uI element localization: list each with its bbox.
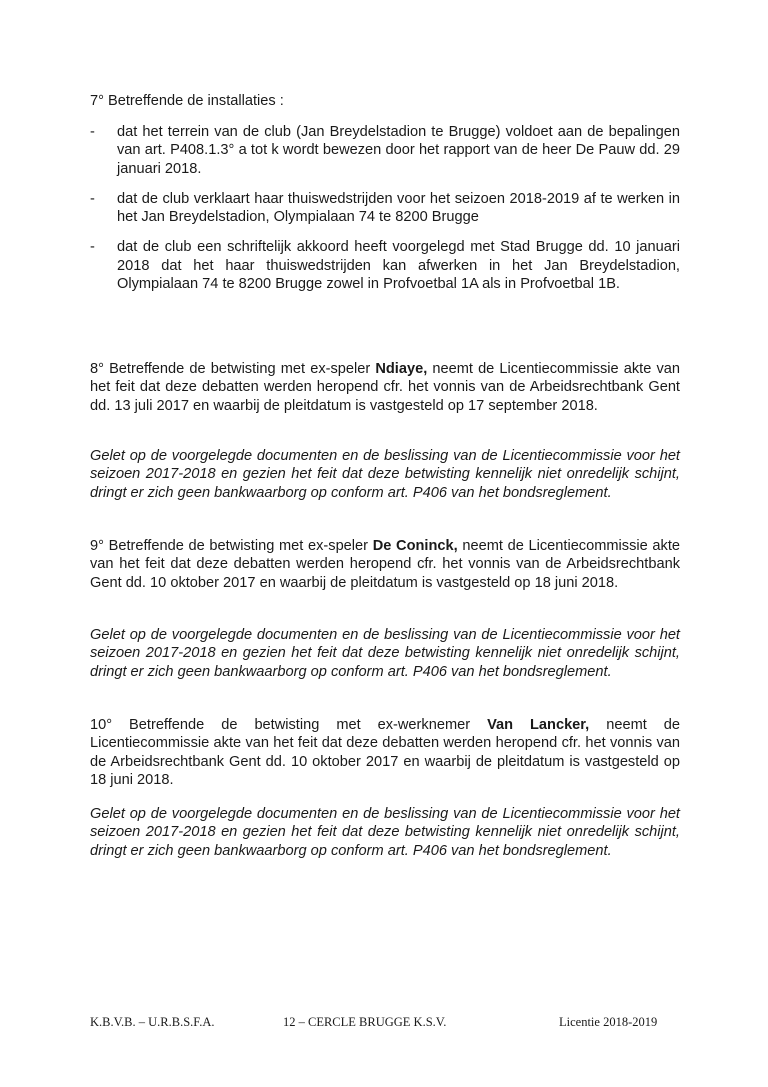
bullet-text: dat het terrein van de club (Jan Breydelstadion te Brugge) voldoet aan de bepalingen van art. P408.1.3° a tot k wordt bewezen door het rapport van de heer De Pauw dd. 29 januari 2018. <box>117 124 680 177</box>
page-footer <box>0 1013 768 1033</box>
section-8-player-name: Ndiaye, <box>375 361 428 377</box>
bullet-dash: - <box>90 190 95 207</box>
section-10-text-start: 10° Betreffende de betwisting met ex-werknemer <box>90 717 488 733</box>
bullet-item-agreement <box>90 238 680 293</box>
section-9-text-start: 9° Betreffende de betwisting met ex-speler <box>90 538 373 554</box>
section-8-text-start: 8° Betreffende de betwisting met ex-speler <box>90 361 376 377</box>
bullet-item-home-matches <box>90 190 680 227</box>
bullet-text: dat de club verklaart haar thuiswedstrijden voor het seizoen 2018-2019 af te werken in het Jan Breydelstadion, Olympialaan 74 te 8200 Brugge <box>117 190 680 226</box>
bullet-dash: - <box>90 239 95 256</box>
section-9-text-end: neemt de Licentiecommissie akte van het feit dat deze debatten werden heropend cfr. het vonnis van de Arbeidsrechtbank Gent dd. 10 oktober 2017 en waarbij de pleitdatum is vastgesteld op 18 juni 2018. <box>90 538 680 591</box>
bullet-text: dat de club een schriftelijk akkoord heeft voorgelegd met Stad Brugge dd. 10 januari 2018 dat het haar thuiswedstrijden kan afwerken in het Jan Breydelstadion, Olympialaan 74 te 8200 Brugge zowel in Profvoetbal 1A als in Profvoetbal 1B. <box>117 239 680 293</box>
section-10-note: Gelet op de voorgelegde documenten en de beslissing van de Licentiecommissie voor het seizoen 2017-2018 en gezien het feit dat deze betwisting kennelijk niet onredelijk schijnt, dringt er zich geen bankwaarborg op conform art. P406 van het bondsreglement. <box>90 806 680 859</box>
footer-organisation: K.B.V.B. – U.R.B.S.F.A. <box>90 1015 215 1029</box>
section-10-paragraph <box>90 716 680 789</box>
bullet-dash: - <box>90 124 95 140</box>
section-8-note: Gelet op de voorgelegde documenten en de beslissing van de Licentiecommissie voor het seizoen 2017-2018 en gezien het feit dat deze betwisting kennelijk niet onredelijk schijnt, dringt er zich geen bankwaarborg op conform art. P406 van het bondsreglement. <box>90 448 680 501</box>
section-10-text-end: neemt de Licentiecommissie akte van het feit dat deze debatten werden heropend cfr. het vonnis van de Arbeidsrechtbank Gent dd. 10 oktober 2017 en waarbij de pleitdatum is vastgesteld op 18 juni 2018. <box>90 717 680 788</box>
footer-licence: Licentie 2018-2019 <box>559 1015 658 1029</box>
section-7-heading: 7° Betreffende de installaties : <box>90 93 284 109</box>
section-9-player-name: De Coninck, <box>372 538 458 554</box>
section-8-paragraph <box>90 360 680 415</box>
bullet-item-terrain <box>90 123 680 178</box>
section-7-bullet-list <box>90 123 680 305</box>
section-9-paragraph <box>90 537 680 592</box>
section-10-employee-name: Van Lancker, <box>487 717 590 733</box>
footer-page-club: 12 – CERCLE BRUGGE K.S.V. <box>283 1015 447 1029</box>
section-9-note: Gelet op de voorgelegde documenten en de beslissing van de Licentiecommissie voor het seizoen 2017-2018 en gezien het feit dat deze betwisting kennelijk niet onredelijk schijnt, dringt er zich geen bankwaarborg op conform art. P406 van het bondsreglement. <box>90 627 680 680</box>
section-8-text-end: neemt de Licentiecommissie akte van het feit dat deze debatten werden heropend cfr. het vonnis van de Arbeidsrechtbank Gent dd. 13 juli 2017 en waarbij de pleitdatum is vastgesteld op 17 september 2018. <box>90 361 680 414</box>
